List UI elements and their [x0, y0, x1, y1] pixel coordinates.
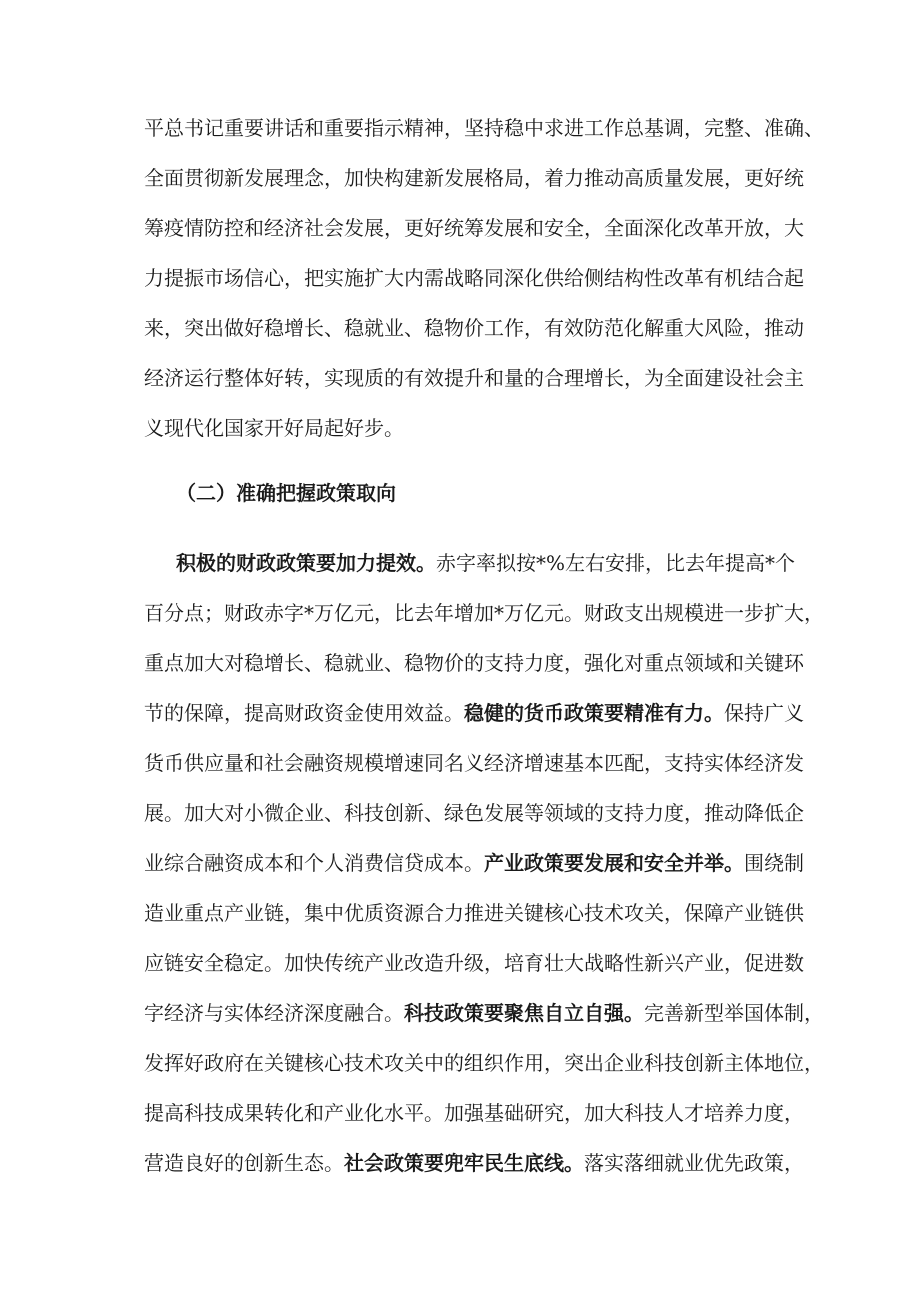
paragraph-text: 完善新型举国体制，	[644, 1001, 824, 1025]
paragraph-line: 重点加大对稳增长、稳就业、稳物价的支持力度，强化对重点领域和关键环	[144, 651, 804, 675]
paragraph-line: 发挥好政府在关键核心技术攻关中的组织作用，突出企业科技创新主体地位，	[144, 1051, 824, 1075]
paragraph-line: 全面贯彻新发展理念，加快构建新发展格局，着力推动高质量发展，更好统	[144, 166, 804, 190]
policy-heading-fiscal: 积极的财政政策要加力提效。	[176, 551, 436, 575]
paragraph-text: 节的保障，提高财政资金使用效益。	[144, 701, 464, 725]
paragraph-line: 义现代化国家开好局起好步。	[144, 416, 404, 440]
policy-heading-social: 社会政策要兜牢民生底线。	[344, 1151, 584, 1175]
paragraph-line: 平总书记重要讲话和重要指示精神，坚持稳中求进工作总基调，完整、准确、	[144, 116, 824, 140]
paragraph-line	[144, 1148, 804, 1178]
paragraph-line: 货币供应量和社会融资规模增速同名义经济增速基本匹配，支持实体经济发	[144, 751, 804, 775]
policy-heading-industrial: 产业政策要发展和安全并举。	[484, 851, 744, 875]
policy-heading-monetary: 稳健的货币政策要精准有力。	[464, 701, 724, 725]
paragraph-line	[144, 848, 804, 878]
paragraph-line: 力提振市场信心，把实施扩大内需战略同深化供给侧结构性改革有机结合起	[144, 266, 804, 290]
paragraph-line: 百分点；财政赤字*万亿元，比去年增加*万亿元。财政支出规模进一步扩大，	[144, 601, 824, 625]
paragraph-text: 赤字率拟按*%左右安排，比去年提高*个	[436, 551, 796, 575]
paragraph-line: 筹疫情防控和经济社会发展，更好统筹发展和安全，全面深化改革开放，大	[144, 216, 804, 240]
paragraph-line: 来，突出做好稳增长、稳就业、稳物价工作，有效防范化解重大风险，推动	[144, 316, 804, 340]
paragraph-line: 提高科技成果转化和产业化水平。加强基础研究，加大科技人才培养力度，	[144, 1101, 804, 1125]
paragraph-text: 保持广义	[724, 701, 804, 725]
policy-heading-technology: 科技政策要聚焦自立自强。	[404, 1001, 644, 1025]
paragraph-line	[176, 548, 794, 578]
paragraph-line	[144, 998, 824, 1028]
paragraph-line: 经济运行整体好转，实现质的有效提升和量的合理增长，为全面建设社会主	[144, 366, 804, 390]
paragraph-text: 落实落细就业优先政策，	[584, 1151, 804, 1175]
paragraph-line: 应链安全稳定。加快传统产业改造升级，培育壮大战略性新兴产业，促进数	[144, 951, 804, 975]
section-heading: （二）准确把握政策取向	[176, 481, 396, 505]
paragraph-line	[144, 698, 804, 728]
paragraph-text: 围绕制	[744, 851, 804, 875]
paragraph-line: 造业重点产业链，集中优质资源合力推进关键核心技术攻关，保障产业链供	[144, 901, 804, 925]
paragraph-text: 营造良好的创新生态。	[144, 1151, 344, 1175]
paragraph-line: 展。加大对小微企业、科技创新、绿色发展等领域的支持力度，推动降低企	[144, 801, 804, 825]
paragraph-text: 业综合融资成本和个人消费信贷成本。	[144, 851, 484, 875]
paragraph-text: 字经济与实体经济深度融合。	[144, 1001, 404, 1025]
